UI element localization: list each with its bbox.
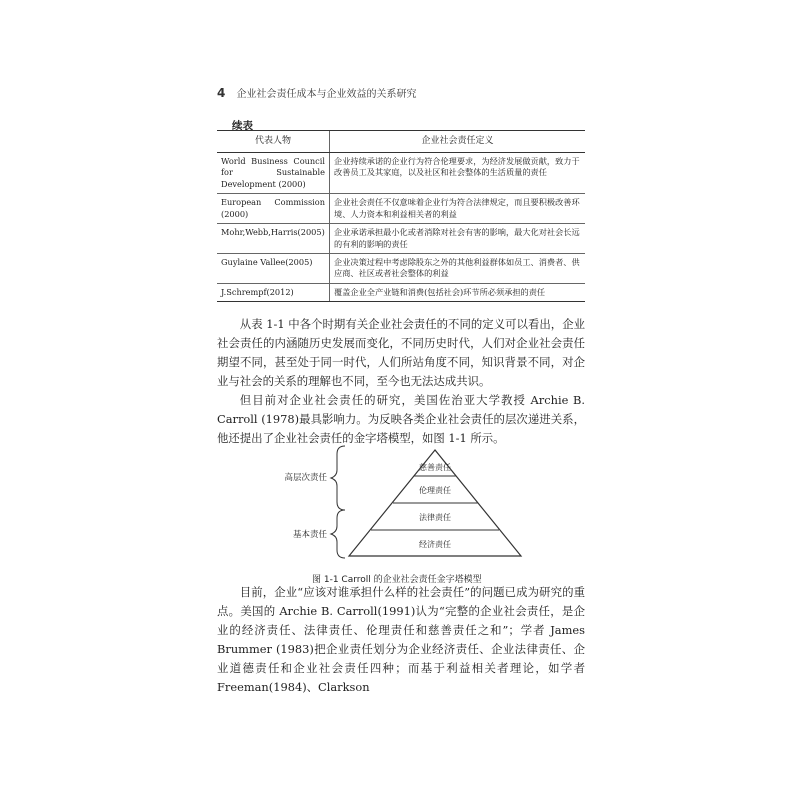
- definition-cell: 企业社会责任不仅意味着企业行为符合法律规定，而且要积极改善环境、人力资本和利益相关者的利益: [330, 194, 586, 224]
- table-row: [217, 253, 585, 283]
- paragraph: 从表 1-1 中各个时期有关企业社会责任的不同的定义可以看出，企业社会责任的内涵随历史发展而变化，不同历史时代，人们对企业社会责任期望不同，甚至处于同一时代，人们所站角度不同，知识背景不同，对企业与社会的关系的理解也不同，至今也无法达成共识。: [217, 317, 585, 388]
- running-head: [217, 85, 417, 100]
- pyramid-figure: [217, 440, 585, 570]
- representative-cell: World Business Council for Sustainable Development (2000): [217, 152, 330, 193]
- pyramid-level-economic: 经济责任: [419, 540, 451, 549]
- pyramid-level-legal: 法律责任: [419, 513, 451, 522]
- column-header-definition: 企业社会责任定义: [330, 131, 586, 153]
- table-header-row: [217, 131, 585, 153]
- column-header-representative: 代表人物: [217, 131, 330, 153]
- paragraph: 目前，企业“应该对谁承担什么样的社会责任”的问题已成为研究的重点。美国的 Archie B. Carroll(1991)认为“完整的企业社会责任，是企业的经济责任、法律责任、伦理责任和慈善责任之和”；学者 James Brummer (1983)把企业责任划分为企业经济责任、企业法律责任、企业道德责任和企业社会责任四种；而基于利益相关者理论，如学者 Freeman(1984)、Clarkson: [217, 585, 585, 694]
- representative-cell: European Commission (2000): [217, 194, 330, 224]
- table-caption: 续表: [232, 120, 253, 132]
- table-row: [217, 283, 585, 301]
- brace-lower: [331, 510, 345, 558]
- table-row: [217, 224, 585, 254]
- brace-label-higher: 高层次责任: [284, 473, 327, 483]
- page-number: 4: [217, 86, 226, 100]
- paragraph: 但目前对企业社会责任的研究，美国佐治亚大学教授 Archie B. Carroll (1978)最具影响力。为反映各类企业社会责任的层次递进关系，他还提出了企业社会责任的金字塔模型，如图 1-1 所示。: [217, 393, 585, 445]
- representative-cell: Mohr,Webb,Harris(2005): [217, 224, 330, 254]
- pyramid-level-ethical: 伦理责任: [419, 486, 451, 495]
- table-row: [217, 194, 585, 224]
- book-title: 企业社会责任成本与企业效益的关系研究: [236, 89, 417, 100]
- definition-cell: 企业承诺承担最小化或者消除对社会有害的影响，最大化对社会长远的有利的影响的责任: [330, 224, 586, 254]
- body-text-block-2: [217, 583, 585, 697]
- brace-upper: [331, 446, 345, 510]
- definition-cell: 企业决策过程中考虑除股东之外的其他利益群体如员工、消费者、供应商、社区或者社会整体的利益: [330, 253, 586, 283]
- pyramid-level-philanthropic: 慈善责任: [419, 463, 451, 472]
- representative-cell: Guylaine Vallee(2005): [217, 253, 330, 283]
- body-text-block-1: [217, 315, 585, 448]
- representative-cell: J.Schrempf(2012): [217, 283, 330, 301]
- definition-cell: 企业持续承诺的企业行为符合伦理要求，为经济发展做贡献，致力于改善员工及其家庭，以及社区和社会整体的生活质量的责任: [330, 152, 586, 193]
- brace-label-basic: 基本责任: [292, 530, 327, 540]
- definition-cell: 覆盖企业全产业链和消费(包括社会)环节所必须承担的责任: [330, 283, 586, 301]
- table-row: [217, 152, 585, 193]
- pyramid-diagram: [217, 440, 585, 570]
- definitions-table: [217, 130, 585, 302]
- figure-caption: 图 1-1 Carroll 的企业社会责任金字塔模型: [312, 575, 482, 585]
